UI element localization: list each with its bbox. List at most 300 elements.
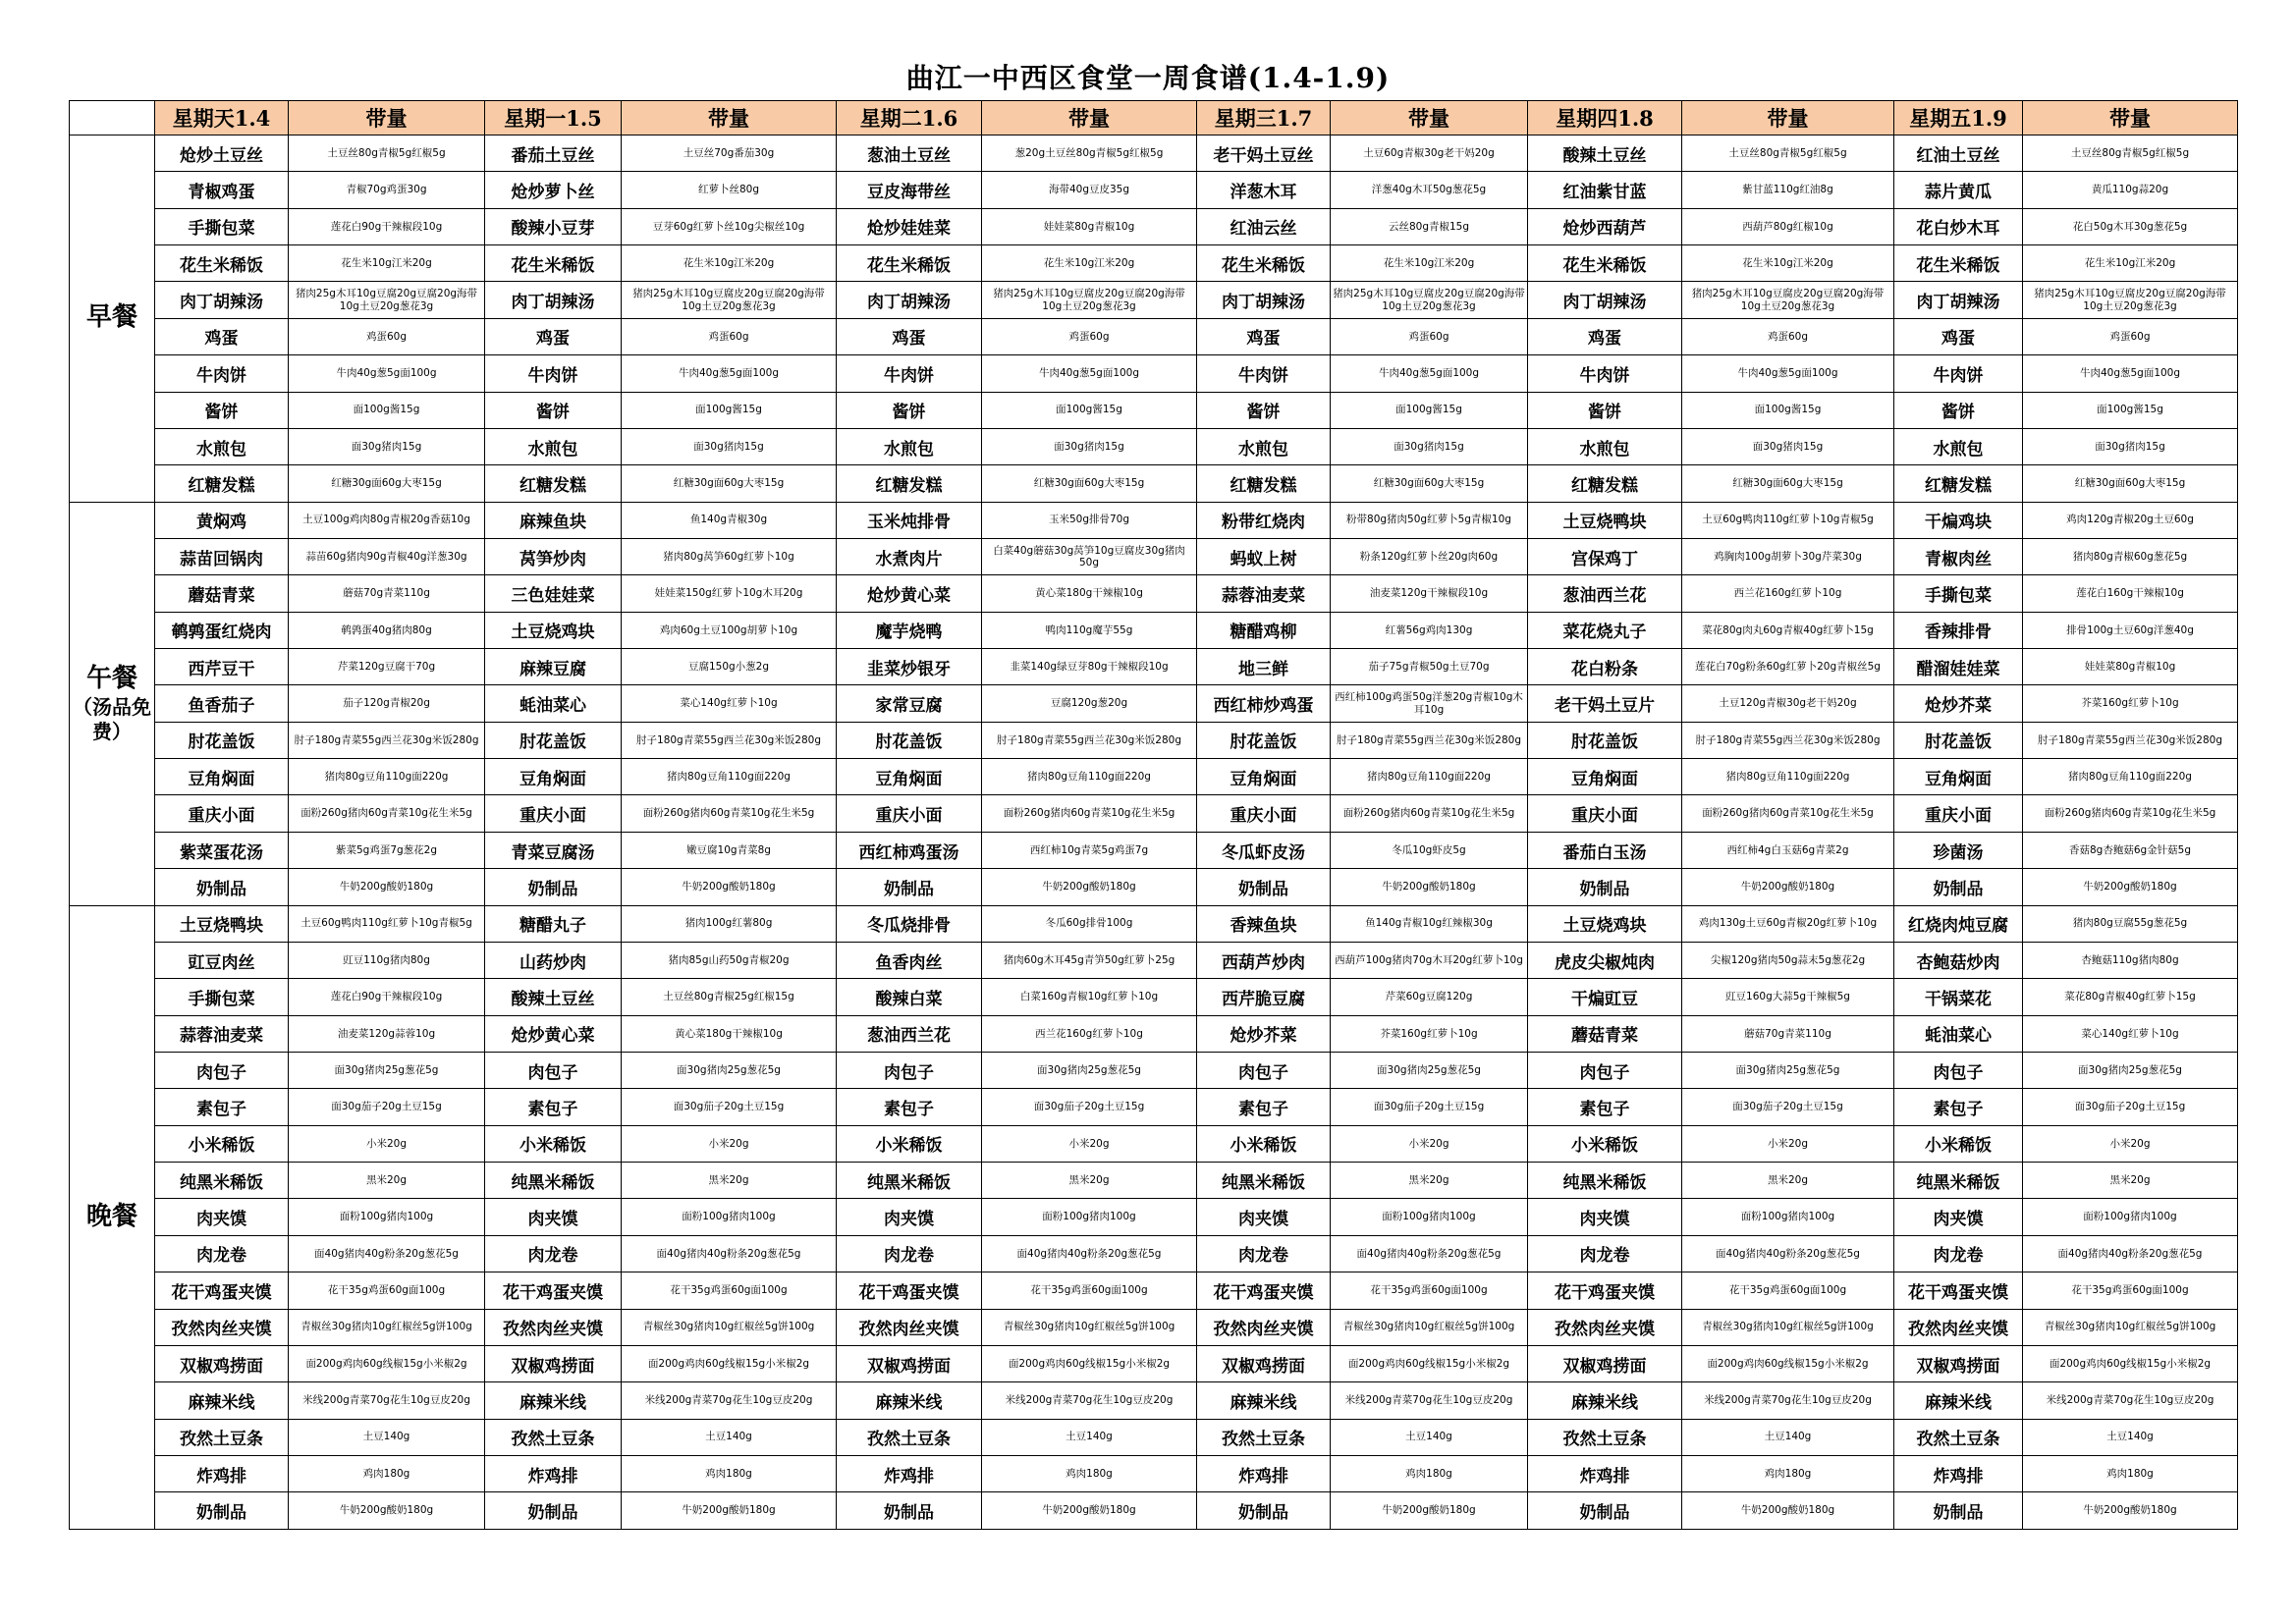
dish-name-cell: 肉龙卷 (1197, 1235, 1331, 1272)
meal-label-cell (70, 905, 155, 1529)
dish-name-cell: 肉夹馍 (1528, 1199, 1682, 1235)
dish-quantity-cell: 冬瓜60g排骨100g (982, 905, 1197, 942)
dish-quantity-cell: 牛肉40g葱5g面100g (622, 355, 837, 392)
table-row (70, 1492, 2238, 1530)
table-row (70, 1089, 2238, 1125)
dish-quantity-cell: 豇豆160g大蒜5g干辣椒5g (1682, 979, 1894, 1015)
dish-name-cell: 小米稀饭 (1197, 1125, 1331, 1162)
table-row (70, 355, 2238, 392)
dish-name-cell: 红糖发糕 (837, 465, 982, 502)
dish-name-cell: 红油土豆丝 (1894, 135, 2023, 172)
dish-quantity-cell: 青椒丝30g猪肉10g红椒丝5g饼100g (289, 1309, 485, 1345)
dish-quantity-cell: 猪肉80g豆角110g面220g (982, 759, 1197, 795)
dish-name-cell: 干锅菜花 (1894, 979, 2023, 1015)
dish-name-cell: 肉龙卷 (1894, 1235, 2023, 1272)
dish-quantity-cell: 面30g猪肉25g葱花5g (982, 1052, 1197, 1088)
dish-quantity-cell: 米线200g青菜70g花生10g豆皮20g (1331, 1382, 1528, 1419)
dish-quantity-cell: 豆腐150g小葱2g (622, 649, 837, 685)
dish-name-cell: 老干妈土豆片 (1528, 685, 1682, 722)
table-row (70, 1199, 2238, 1235)
dish-quantity-cell: 娃娃菜150g红萝卜10g木耳20g (622, 575, 837, 612)
dish-name-cell: 莴笋炒肉 (485, 538, 622, 574)
dish-quantity-cell: 杏鲍菇110g猪肉80g (2023, 942, 2238, 978)
dish-name-cell: 双椒鸡捞面 (837, 1345, 982, 1381)
dish-name-cell: 肘花盖饭 (485, 722, 622, 758)
header-qty-fri: 带量 (2023, 101, 2238, 135)
table-row (70, 245, 2238, 282)
dish-quantity-cell: 猪肉80g豆角110g面220g (289, 759, 485, 795)
dish-quantity-cell: 面粉260g猪肉60g青菜10g花生米5g (1682, 795, 1894, 832)
dish-quantity-cell: 猪肉80g豆腐55g葱花5g (2023, 905, 2238, 942)
meal-label: 晚餐 (85, 1201, 137, 1231)
dish-name-cell: 酸辣白菜 (837, 979, 982, 1015)
dish-name-cell: 重庆小面 (1894, 795, 2023, 832)
header-day-wed: 星期三1.7 (1197, 101, 1331, 135)
dish-name-cell: 鹌鹑蛋红烧肉 (155, 612, 289, 648)
dish-name-cell: 牛肉饼 (1197, 355, 1331, 392)
dish-name-cell: 奶制品 (1528, 1492, 1682, 1530)
dish-name-cell: 鸡蛋 (1197, 318, 1331, 354)
header-day-mon: 星期一1.5 (485, 101, 622, 135)
meal-label: 早餐 (85, 302, 137, 333)
dish-name-cell: 酸辣土豆丝 (1528, 135, 1682, 172)
dish-name-cell: 肉丁胡辣汤 (837, 282, 982, 318)
dish-name-cell: 花生米稀饭 (485, 245, 622, 282)
dish-name-cell: 奶制品 (1197, 869, 1331, 905)
dish-name-cell: 冬瓜烧排骨 (837, 905, 982, 942)
dish-quantity-cell: 米线200g青菜70g花生10g豆皮20g (2023, 1382, 2238, 1419)
dish-name-cell: 小米稀饭 (485, 1125, 622, 1162)
dish-name-cell: 土豆烧鸭块 (155, 905, 289, 942)
header-qty-sun: 带量 (289, 101, 485, 135)
dish-name-cell: 炝炒西葫芦 (1528, 208, 1682, 244)
dish-name-cell: 酱饼 (1894, 392, 2023, 428)
dish-quantity-cell: 鸡肉120g青椒20g土豆60g (2023, 502, 2238, 538)
meal-label-cell (70, 502, 155, 905)
dish-quantity-cell: 黄瓜110g蒜20g (2023, 172, 2238, 208)
dish-name-cell: 素包子 (155, 1089, 289, 1125)
table-row (70, 465, 2238, 502)
dish-quantity-cell: 土豆丝80g青椒5g红椒5g (289, 135, 485, 172)
table-row (70, 135, 2238, 172)
dish-quantity-cell: 花干35g鸡蛋60g面100g (2023, 1272, 2238, 1309)
table-row (70, 869, 2238, 905)
dish-quantity-cell: 土豆140g (2023, 1419, 2238, 1455)
dish-name-cell: 肘花盖饭 (1197, 722, 1331, 758)
dish-quantity-cell: 面粉100g猪肉100g (622, 1199, 837, 1235)
table-row (70, 979, 2238, 1015)
dish-quantity-cell: 蘑菇70g青菜110g (289, 575, 485, 612)
table-row (70, 208, 2238, 244)
dish-name-cell: 炸鸡排 (155, 1455, 289, 1491)
dish-quantity-cell: 面30g猪肉15g (289, 428, 485, 464)
dish-quantity-cell: 土豆60g青椒30g老干妈20g (1331, 135, 1528, 172)
dish-quantity-cell: 猪肉80g莴笋60g红萝卜10g (622, 538, 837, 574)
dish-quantity-cell: 蒜苗60g猪肉90g青椒40g洋葱30g (289, 538, 485, 574)
dish-name-cell: 豆角焖面 (155, 759, 289, 795)
dish-quantity-cell: 鸡肉60g土豆100g胡萝卜10g (622, 612, 837, 648)
dish-name-cell: 炝炒萝卜丝 (485, 172, 622, 208)
header-qty-mon: 带量 (622, 101, 837, 135)
dish-quantity-cell: 黑米20g (289, 1163, 485, 1199)
dish-name-cell: 醋溜娃娃菜 (1894, 649, 2023, 685)
table-row (70, 172, 2238, 208)
dish-name-cell: 麻辣鱼块 (485, 502, 622, 538)
dish-quantity-cell: 牛奶200g酸奶180g (622, 869, 837, 905)
dish-quantity-cell: 土豆140g (982, 1419, 1197, 1455)
dish-quantity-cell: 面100g酱15g (1682, 392, 1894, 428)
dish-quantity-cell: 芥菜160g红萝卜10g (2023, 685, 2238, 722)
dish-name-cell: 炸鸡排 (1197, 1455, 1331, 1491)
dish-name-cell: 韭菜炒银牙 (837, 649, 982, 685)
dish-quantity-cell: 牛奶200g酸奶180g (1682, 1492, 1894, 1530)
dish-name-cell: 重庆小面 (1528, 795, 1682, 832)
table-row (70, 795, 2238, 832)
dish-name-cell: 豆角焖面 (1197, 759, 1331, 795)
dish-name-cell: 鸡蛋 (1528, 318, 1682, 354)
dish-quantity-cell: 小米20g (982, 1125, 1197, 1162)
dish-quantity-cell: 香菇8g杏鲍菇6g金针菇5g (2023, 832, 2238, 868)
dish-quantity-cell: 面30g猪肉15g (2023, 428, 2238, 464)
dish-quantity-cell: 面100g酱15g (982, 392, 1197, 428)
dish-quantity-cell: 面30g猪肉25g葱花5g (1331, 1052, 1528, 1088)
dish-quantity-cell: 猪肉80g青椒60g葱花5g (2023, 538, 2238, 574)
dish-quantity-cell: 西红柿10g青菜5g鸡蛋7g (982, 832, 1197, 868)
header-row (70, 101, 2238, 135)
dish-quantity-cell: 土豆60g鸭肉110g红萝卜10g青椒5g (289, 905, 485, 942)
dish-quantity-cell: 面30g茄子20g土豆15g (982, 1089, 1197, 1125)
dish-quantity-cell: 面100g酱15g (289, 392, 485, 428)
dish-name-cell: 蒜苗回锅肉 (155, 538, 289, 574)
dish-quantity-cell: 牛奶200g酸奶180g (1682, 869, 1894, 905)
dish-quantity-cell: 面100g酱15g (1331, 392, 1528, 428)
dish-quantity-cell: 鸡蛋60g (1331, 318, 1528, 354)
table-row (70, 1052, 2238, 1088)
dish-name-cell: 葱油西兰花 (837, 1015, 982, 1052)
dish-name-cell: 奶制品 (485, 869, 622, 905)
dish-name-cell: 花干鸡蛋夹馍 (837, 1272, 982, 1309)
dish-quantity-cell: 粉条120g红萝卜丝20g肉60g (1331, 538, 1528, 574)
dish-name-cell: 西芹豆干 (155, 649, 289, 685)
dish-quantity-cell: 花干35g鸡蛋60g面100g (289, 1272, 485, 1309)
dish-quantity-cell: 鸡蛋60g (982, 318, 1197, 354)
dish-name-cell: 杏鲍菇炒肉 (1894, 942, 2023, 978)
dish-name-cell: 西芹脆豆腐 (1197, 979, 1331, 1015)
table-row (70, 612, 2238, 648)
dish-quantity-cell: 鸡胸肉100g胡萝卜30g芹菜30g (1682, 538, 1894, 574)
dish-name-cell: 小米稀饭 (155, 1125, 289, 1162)
table-row (70, 1015, 2238, 1052)
dish-name-cell: 香辣排骨 (1894, 612, 2023, 648)
dish-name-cell: 酸辣土豆丝 (485, 979, 622, 1015)
dish-name-cell: 西红柿鸡蛋汤 (837, 832, 982, 868)
dish-name-cell: 纯黑米稀饭 (1894, 1163, 2023, 1199)
dish-name-cell: 炝炒黄心菜 (837, 575, 982, 612)
dish-quantity-cell: 土豆100g鸡肉80g青椒20g香菇10g (289, 502, 485, 538)
dish-quantity-cell: 面粉100g猪肉100g (982, 1199, 1197, 1235)
header-qty-thu: 带量 (1682, 101, 1894, 135)
dish-name-cell: 肉丁胡辣汤 (485, 282, 622, 318)
dish-quantity-cell: 面40g猪肉40g粉条20g葱花5g (289, 1235, 485, 1272)
dish-name-cell: 花生米稀饭 (837, 245, 982, 282)
dish-quantity-cell: 面粉100g猪肉100g (289, 1199, 485, 1235)
dish-name-cell: 糖醋丸子 (485, 905, 622, 942)
dish-quantity-cell: 小米20g (1682, 1125, 1894, 1162)
dish-name-cell: 蚝油菜心 (485, 685, 622, 722)
dish-quantity-cell: 小米20g (1331, 1125, 1528, 1162)
table-row (70, 1345, 2238, 1381)
dish-name-cell: 肉包子 (1894, 1052, 2023, 1088)
dish-quantity-cell: 面30g茄子20g土豆15g (1331, 1089, 1528, 1125)
dish-name-cell: 鸡蛋 (837, 318, 982, 354)
dish-name-cell: 奶制品 (837, 869, 982, 905)
dish-name-cell: 花干鸡蛋夹馍 (155, 1272, 289, 1309)
dish-name-cell: 山药炒肉 (485, 942, 622, 978)
dish-name-cell: 素包子 (485, 1089, 622, 1125)
table-row (70, 1419, 2238, 1455)
dish-quantity-cell: 土豆60g鸭肉110g红萝卜10g青椒5g (1682, 502, 1894, 538)
dish-name-cell: 纯黑米稀饭 (485, 1163, 622, 1199)
dish-quantity-cell: 花生米10g江米20g (622, 245, 837, 282)
dish-quantity-cell: 牛肉40g葱5g面100g (982, 355, 1197, 392)
dish-quantity-cell: 面200g鸡肉60g线椒15g小米椒2g (289, 1345, 485, 1381)
dish-quantity-cell: 鸡蛋60g (2023, 318, 2238, 354)
dish-name-cell: 花生米稀饭 (1197, 245, 1331, 282)
table-row (70, 1309, 2238, 1345)
dish-name-cell: 素包子 (1197, 1089, 1331, 1125)
dish-name-cell: 青菜豆腐汤 (485, 832, 622, 868)
dish-name-cell: 奶制品 (1528, 869, 1682, 905)
dish-quantity-cell: 面200g鸡肉60g线椒15g小米椒2g (622, 1345, 837, 1381)
dish-name-cell: 素包子 (837, 1089, 982, 1125)
dish-name-cell: 肉夹馍 (1894, 1199, 2023, 1235)
dish-quantity-cell: 鸭肉110g魔芋55g (982, 612, 1197, 648)
dish-name-cell: 蒜蓉油麦菜 (1197, 575, 1331, 612)
dish-quantity-cell: 红糖30g面60g大枣15g (982, 465, 1197, 502)
dish-name-cell: 蘑菇青菜 (1528, 1015, 1682, 1052)
dish-quantity-cell: 花生米10g江米20g (289, 245, 485, 282)
dish-name-cell: 西红柿炒鸡蛋 (1197, 685, 1331, 722)
header-qty-wed: 带量 (1331, 101, 1528, 135)
dish-name-cell: 孜然肉丝夹馍 (1528, 1309, 1682, 1345)
dish-name-cell: 炸鸡排 (837, 1455, 982, 1491)
dish-name-cell: 炝炒娃娃菜 (837, 208, 982, 244)
dish-quantity-cell: 牛肉40g葱5g面100g (1682, 355, 1894, 392)
dish-name-cell: 水煎包 (1894, 428, 2023, 464)
dish-name-cell: 酸辣小豆芽 (485, 208, 622, 244)
dish-quantity-cell: 嫩豆腐10g青菜8g (622, 832, 837, 868)
dish-quantity-cell: 面粉100g猪肉100g (2023, 1199, 2238, 1235)
dish-quantity-cell: 猪肉25g木耳10g豆腐皮20g豆腐20g海带10g土豆20g葱花3g (1331, 282, 1528, 318)
dish-name-cell: 奶制品 (1894, 869, 2023, 905)
dish-quantity-cell: 豆腐120g葱20g (982, 685, 1197, 722)
dish-quantity-cell: 面30g猪肉15g (982, 428, 1197, 464)
dish-name-cell: 双椒鸡捞面 (485, 1345, 622, 1381)
dish-name-cell: 手撕包菜 (155, 208, 289, 244)
dish-quantity-cell: 土豆140g (1331, 1419, 1528, 1455)
dish-name-cell: 青椒肉丝 (1894, 538, 2023, 574)
dish-name-cell: 麻辣米线 (837, 1382, 982, 1419)
dish-quantity-cell: 茄子75g青椒50g土豆70g (1331, 649, 1528, 685)
dish-quantity-cell: 青椒丝30g猪肉10g红椒丝5g饼100g (622, 1309, 837, 1345)
dish-name-cell: 小米稀饭 (837, 1125, 982, 1162)
dish-name-cell: 肉包子 (1528, 1052, 1682, 1088)
dish-quantity-cell: 牛肉40g葱5g面100g (289, 355, 485, 392)
dish-quantity-cell: 米线200g青菜70g花生10g豆皮20g (1682, 1382, 1894, 1419)
dish-quantity-cell: 莲花白90g干辣椒段10g (289, 979, 485, 1015)
dish-name-cell: 肉包子 (837, 1052, 982, 1088)
table-row (70, 1455, 2238, 1491)
dish-quantity-cell: 肘子180g青菜55g西兰花30g米饭280g (982, 722, 1197, 758)
dish-name-cell: 小米稀饭 (1894, 1125, 2023, 1162)
dish-name-cell: 炸鸡排 (485, 1455, 622, 1491)
dish-quantity-cell: 米线200g青菜70g花生10g豆皮20g (622, 1382, 837, 1419)
dish-name-cell: 纯黑米稀饭 (1528, 1163, 1682, 1199)
dish-quantity-cell: 芹菜120g豆腐干70g (289, 649, 485, 685)
meal-label-cell (70, 135, 155, 503)
dish-quantity-cell: 面200g鸡肉60g线椒15g小米椒2g (1682, 1345, 1894, 1381)
dish-quantity-cell: 猪肉80g豆角110g面220g (1331, 759, 1528, 795)
dish-name-cell: 鱼香茄子 (155, 685, 289, 722)
dish-quantity-cell: 牛奶200g酸奶180g (982, 1492, 1197, 1530)
dish-name-cell: 红糖发糕 (1197, 465, 1331, 502)
dish-quantity-cell: 鸡肉180g (2023, 1455, 2238, 1491)
dish-name-cell: 豆角焖面 (837, 759, 982, 795)
dish-name-cell: 葱油西兰花 (1528, 575, 1682, 612)
dish-quantity-cell: 洋葱40g木耳50g葱花5g (1331, 172, 1528, 208)
dish-name-cell: 番茄白玉汤 (1528, 832, 1682, 868)
dish-quantity-cell: 猪肉80g豆角110g面220g (622, 759, 837, 795)
dish-quantity-cell: 猪肉100g红薯80g (622, 905, 837, 942)
table-row (70, 759, 2238, 795)
dish-name-cell: 纯黑米稀饭 (1197, 1163, 1331, 1199)
dish-name-cell: 红糖发糕 (485, 465, 622, 502)
dish-quantity-cell: 黑米20g (1682, 1163, 1894, 1199)
table-row (70, 1125, 2238, 1162)
dish-quantity-cell: 菜心140g红萝卜10g (622, 685, 837, 722)
dish-name-cell: 双椒鸡捞面 (155, 1345, 289, 1381)
dish-quantity-cell: 猪肉80g豆角110g面220g (2023, 759, 2238, 795)
meal-label: 午餐 (85, 663, 137, 693)
dish-quantity-cell: 娃娃菜80g青椒10g (2023, 649, 2238, 685)
dish-name-cell: 小米稀饭 (1528, 1125, 1682, 1162)
header-day-tue: 星期二1.6 (837, 101, 982, 135)
dish-name-cell: 土豆烧鸡块 (485, 612, 622, 648)
dish-quantity-cell: 猪肉25g木耳10g豆腐20g豆腐20g海带10g土豆20g葱花3g (289, 282, 485, 318)
dish-quantity-cell: 青椒丝30g猪肉10g红椒丝5g饼100g (1682, 1309, 1894, 1345)
dish-quantity-cell: 花生米10g江米20g (1331, 245, 1528, 282)
menu-body (70, 135, 2238, 1530)
dish-quantity-cell: 面30g茄子20g土豆15g (289, 1089, 485, 1125)
dish-name-cell: 肘花盖饭 (155, 722, 289, 758)
dish-name-cell: 麻辣米线 (485, 1382, 622, 1419)
dish-quantity-cell: 红糖30g面60g大枣15g (1682, 465, 1894, 502)
dish-name-cell: 酱饼 (1528, 392, 1682, 428)
table-row (70, 722, 2238, 758)
dish-name-cell: 肉夹馍 (485, 1199, 622, 1235)
dish-quantity-cell: 豆芽60g红萝卜丝10g尖椒丝10g (622, 208, 837, 244)
dish-name-cell: 蒜蓉油麦菜 (155, 1015, 289, 1052)
dish-name-cell: 牛肉饼 (155, 355, 289, 392)
dish-quantity-cell: 玉米50g排骨70g (982, 502, 1197, 538)
table-row (70, 502, 2238, 538)
dish-name-cell: 水煎包 (155, 428, 289, 464)
dish-name-cell: 肉丁胡辣汤 (1528, 282, 1682, 318)
dish-quantity-cell: 猪肉85g山药50g青椒20g (622, 942, 837, 978)
dish-quantity-cell: 西兰花160g红萝卜10g (1682, 575, 1894, 612)
dish-name-cell: 孜然肉丝夹馍 (1894, 1309, 2023, 1345)
dish-name-cell: 牛肉饼 (837, 355, 982, 392)
header-qty-tue: 带量 (982, 101, 1197, 135)
dish-quantity-cell: 西红柿4g白玉菇6g青菜2g (1682, 832, 1894, 868)
table-row (70, 538, 2238, 574)
dish-quantity-cell: 土豆140g (289, 1419, 485, 1455)
dish-name-cell: 鸡蛋 (1894, 318, 2023, 354)
dish-quantity-cell: 花干35g鸡蛋60g面100g (622, 1272, 837, 1309)
dish-name-cell: 孜然土豆条 (837, 1419, 982, 1455)
dish-quantity-cell: 粉带80g猪肉50g红萝卜5g青椒10g (1331, 502, 1528, 538)
dish-quantity-cell: 面30g猪肉25g葱花5g (622, 1052, 837, 1088)
dish-quantity-cell: 青椒丝30g猪肉10g红椒丝5g饼100g (982, 1309, 1197, 1345)
dish-quantity-cell: 西葫芦80g红椒10g (1682, 208, 1894, 244)
dish-quantity-cell: 小米20g (622, 1125, 837, 1162)
dish-quantity-cell: 鱼140g青椒30g (622, 502, 837, 538)
dish-quantity-cell: 黄心菜180g干辣椒10g (982, 575, 1197, 612)
dish-quantity-cell: 面30g猪肉25g葱花5g (2023, 1052, 2238, 1088)
dish-quantity-cell: 青椒丝30g猪肉10g红椒丝5g饼100g (1331, 1309, 1528, 1345)
dish-name-cell: 土豆烧鸡块 (1528, 905, 1682, 942)
dish-quantity-cell: 紫菜5g鸡蛋7g葱花2g (289, 832, 485, 868)
dish-quantity-cell: 西葫芦100g猪肉70g木耳20g红萝卜10g (1331, 942, 1528, 978)
dish-quantity-cell: 红糖30g面60g大枣15g (622, 465, 837, 502)
dish-name-cell: 麻辣豆腐 (485, 649, 622, 685)
dish-quantity-cell: 红糖30g面60g大枣15g (2023, 465, 2238, 502)
dish-name-cell: 肉丁胡辣汤 (1197, 282, 1331, 318)
dish-quantity-cell: 冬瓜10g虾皮5g (1331, 832, 1528, 868)
dish-quantity-cell: 花生米10g江米20g (1682, 245, 1894, 282)
header-corner (70, 101, 155, 135)
dish-name-cell: 牛肉饼 (1528, 355, 1682, 392)
dish-name-cell: 炸鸡排 (1894, 1455, 2023, 1491)
dish-name-cell: 重庆小面 (155, 795, 289, 832)
dish-quantity-cell: 花干35g鸡蛋60g面100g (1682, 1272, 1894, 1309)
dish-quantity-cell: 鸡肉180g (1331, 1455, 1528, 1491)
dish-name-cell: 肘花盖饭 (837, 722, 982, 758)
dish-name-cell: 花白炒木耳 (1894, 208, 2023, 244)
dish-name-cell: 洋葱木耳 (1197, 172, 1331, 208)
dish-quantity-cell: 猪肉25g木耳10g豆腐皮20g豆腐20g海带10g土豆20g葱花3g (622, 282, 837, 318)
dish-quantity-cell: 面200g鸡肉60g线椒15g小米椒2g (1331, 1345, 1528, 1381)
dish-name-cell: 花白粉条 (1528, 649, 1682, 685)
table-row (70, 1272, 2238, 1309)
dish-quantity-cell: 鸡蛋60g (622, 318, 837, 354)
dish-name-cell: 蚂蚁上树 (1197, 538, 1331, 574)
dish-quantity-cell: 面粉100g猪肉100g (1682, 1199, 1894, 1235)
dish-name-cell: 手撕包菜 (155, 979, 289, 1015)
dish-name-cell: 香辣鱼块 (1197, 905, 1331, 942)
dish-quantity-cell: 排骨100g土豆60g洋葱40g (2023, 612, 2238, 648)
table-row (70, 428, 2238, 464)
dish-name-cell: 素包子 (1528, 1089, 1682, 1125)
dish-quantity-cell: 花干35g鸡蛋60g面100g (1331, 1272, 1528, 1309)
table-row (70, 575, 2238, 612)
dish-name-cell: 花干鸡蛋夹馍 (1894, 1272, 2023, 1309)
table-row (70, 1382, 2238, 1419)
dish-quantity-cell: 青椒70g鸡蛋30g (289, 172, 485, 208)
dish-name-cell: 奶制品 (155, 1492, 289, 1530)
dish-quantity-cell: 猪肉25g木耳10g豆腐皮20g豆腐20g海带10g土豆20g葱花3g (2023, 282, 2238, 318)
dish-name-cell: 肉夹馍 (837, 1199, 982, 1235)
